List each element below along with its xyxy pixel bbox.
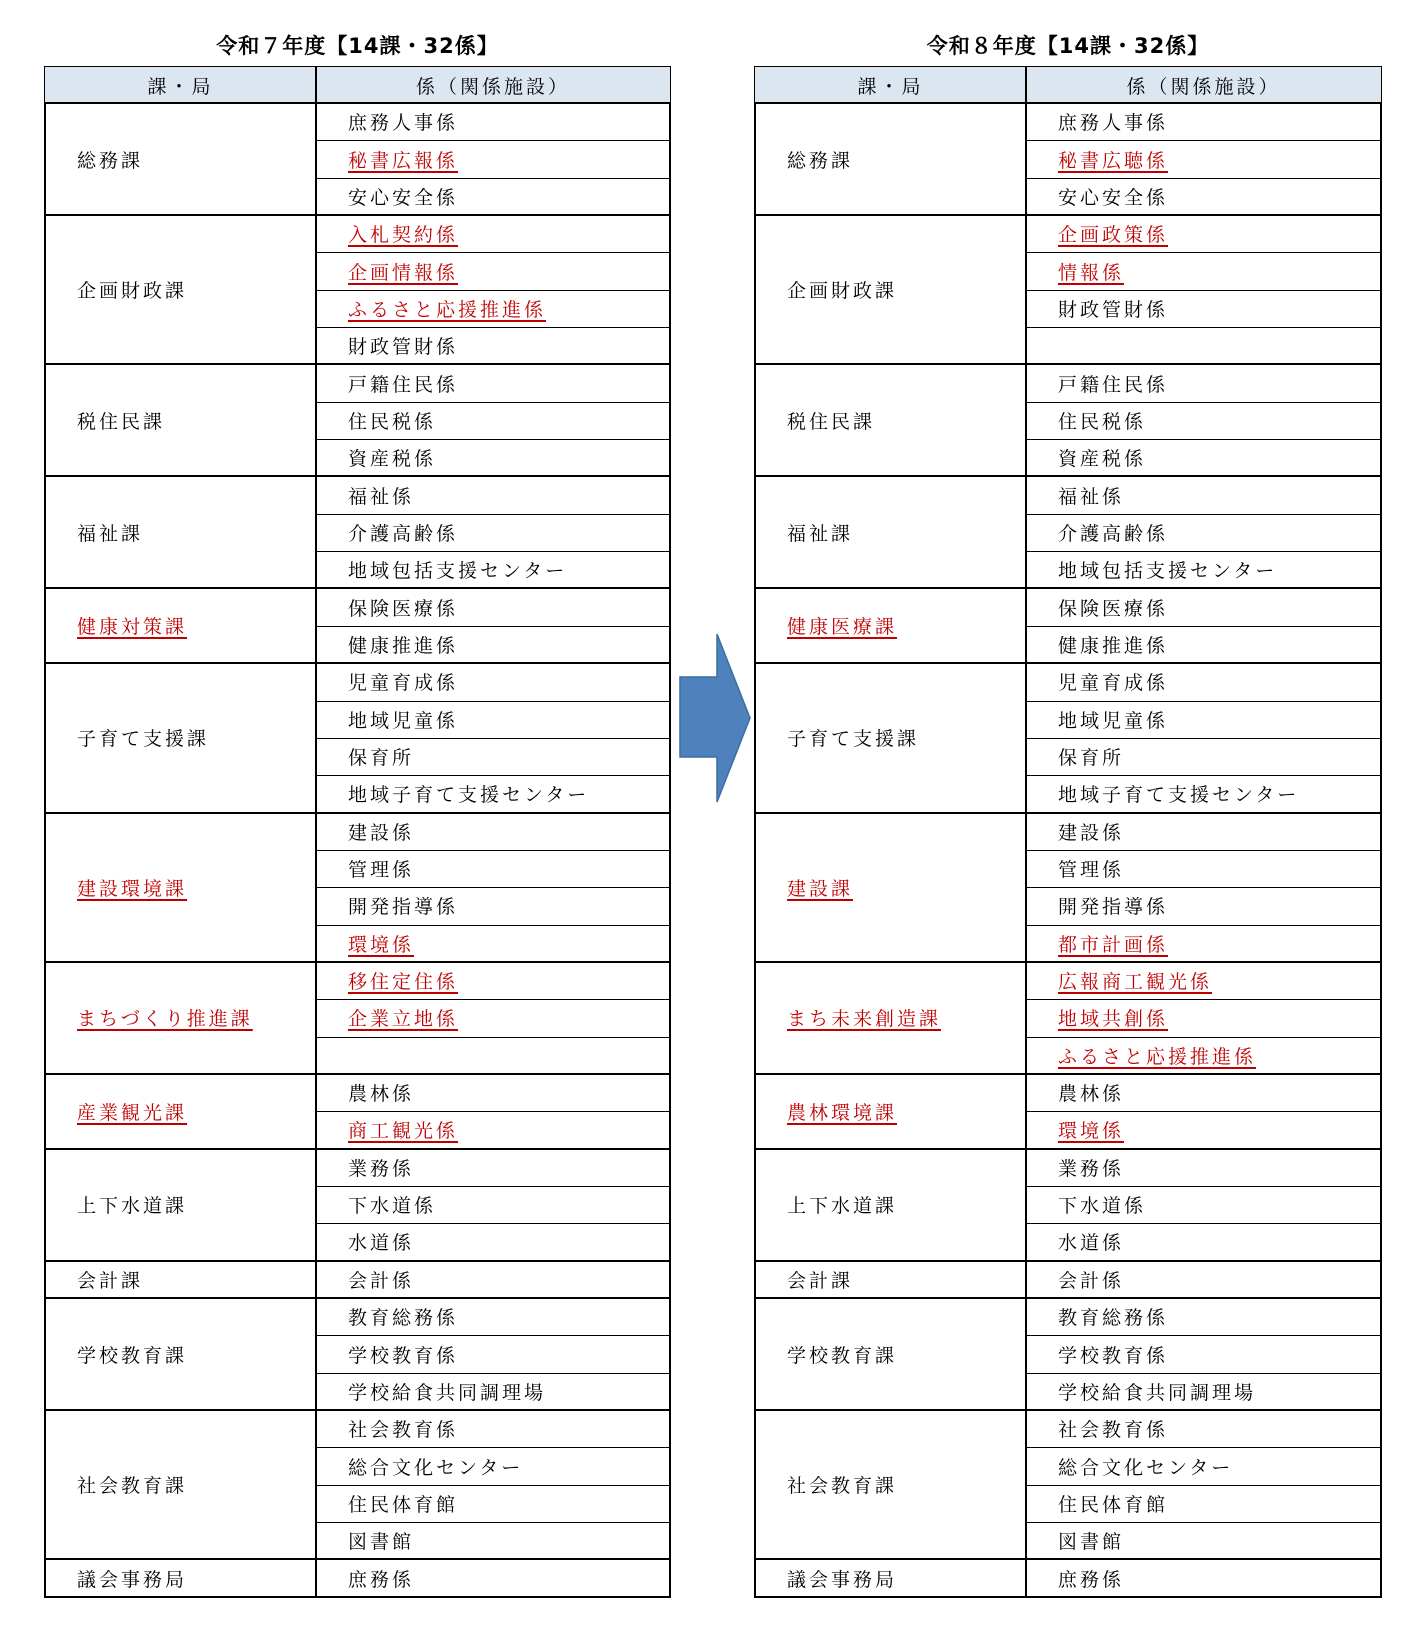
section-name: 地域子育て支援センター [348, 784, 590, 807]
section-name: 地域共創係 [1058, 1008, 1169, 1031]
department-name: 税住民課 [77, 410, 166, 433]
section-name: 住民税係 [1058, 410, 1147, 433]
header-department: 課・局 [147, 75, 214, 98]
section-row [1026, 178, 1381, 215]
department-cell [755, 1074, 1026, 1149]
section-row [1026, 476, 1381, 513]
table-title-current: 令和７年度【14課・32係】 [216, 34, 499, 58]
section-row [316, 1485, 670, 1522]
section-name: 保険医療係 [1058, 597, 1169, 620]
section-name: 児童育成係 [348, 672, 459, 695]
section-list [316, 1074, 670, 1149]
department-cell [755, 215, 1026, 364]
section-name: 業務係 [348, 1157, 415, 1180]
section-row [316, 364, 670, 401]
section-row [1026, 588, 1381, 625]
section-row [316, 1111, 670, 1148]
section-name: 介護高齢係 [1058, 522, 1169, 545]
section-row [316, 1447, 670, 1484]
section-name: 学校給食共同調理場 [1058, 1381, 1257, 1404]
section-list [316, 588, 670, 663]
section-name: 都市計画係 [1058, 933, 1169, 956]
section-name: 建設係 [348, 821, 415, 844]
section-list [316, 103, 670, 215]
department-cell [45, 813, 316, 962]
section-row [316, 1149, 670, 1186]
section-row [1026, 551, 1381, 588]
section-row [316, 1559, 670, 1596]
department-group [45, 1410, 670, 1559]
section-name: 住民税係 [348, 410, 437, 433]
department-group [755, 1261, 1381, 1298]
section-name: 環境係 [348, 933, 415, 956]
section-row [1026, 290, 1381, 327]
department-name: 税住民課 [787, 410, 876, 433]
section-row [316, 290, 670, 327]
section-name: 農林係 [348, 1083, 415, 1106]
section-row [1026, 252, 1381, 289]
department-group [45, 215, 670, 364]
table-title-next: 令和８年度【14課・32係】 [926, 34, 1210, 58]
department-cell [45, 1261, 316, 1298]
section-list [1026, 1074, 1381, 1149]
department-name: 会計課 [787, 1269, 854, 1292]
section-name: 図書館 [1058, 1531, 1125, 1554]
section-list [316, 962, 670, 1074]
section-list [1026, 588, 1381, 663]
section-list [1026, 1298, 1381, 1410]
department-name: 上下水道課 [77, 1195, 188, 1218]
section-row [1026, 850, 1381, 887]
section-name: 児童育成係 [1058, 672, 1169, 695]
department-cell [755, 813, 1026, 962]
department-cell [755, 1261, 1026, 1298]
section-name: 管理係 [1058, 859, 1125, 882]
department-name: 企画財政課 [77, 280, 188, 303]
department-group [45, 476, 670, 588]
section-name: 戸籍住民係 [1058, 373, 1169, 396]
section-row [1026, 1037, 1381, 1074]
section-row [316, 1522, 670, 1559]
section-name: 健康推進係 [348, 634, 459, 657]
department-group [45, 813, 670, 962]
section-name: 管理係 [348, 859, 415, 882]
section-row [316, 1074, 670, 1111]
department-name: 上下水道課 [787, 1195, 898, 1218]
section-name: 戸籍住民係 [348, 373, 459, 396]
section-name: 情報係 [1058, 261, 1125, 284]
section-row [316, 887, 670, 924]
section-name: 下水道係 [1058, 1195, 1147, 1218]
section-row [1026, 1074, 1381, 1111]
section-row [316, 962, 670, 999]
section-row [316, 663, 670, 700]
department-name: 企画財政課 [787, 280, 898, 303]
section-name: 広報商工観光係 [1058, 971, 1213, 994]
section-name: 資産税係 [1058, 448, 1147, 471]
section-row [316, 439, 670, 476]
section-name: 下水道係 [348, 1195, 437, 1218]
section-list [1026, 1261, 1381, 1298]
section-row [316, 327, 670, 364]
section-list [1026, 962, 1381, 1074]
section-row [1026, 1373, 1381, 1410]
department-cell [755, 476, 1026, 588]
department-name: 健康医療課 [787, 616, 898, 639]
section-name: 企業立地係 [348, 1008, 459, 1031]
section-name: 地域包括支援センター [348, 560, 568, 583]
section-name: 健康推進係 [1058, 634, 1169, 657]
department-name: 社会教育課 [787, 1475, 898, 1498]
department-name: 健康対策課 [77, 616, 188, 639]
section-name: 建設係 [1058, 821, 1125, 844]
department-name: 社会教育課 [77, 1475, 188, 1498]
section-row [1026, 514, 1381, 551]
department-name: 福祉課 [787, 522, 854, 545]
department-group [755, 476, 1381, 588]
section-list [316, 813, 670, 962]
department-name: 総務課 [787, 149, 854, 172]
organization-table-current [45, 67, 670, 1597]
section-name: 農林係 [1058, 1083, 1125, 1106]
section-name: ふるさと応援推進係 [348, 298, 547, 321]
section-row [1026, 962, 1381, 999]
section-row [316, 514, 670, 551]
department-name: 建設環境課 [77, 877, 188, 900]
section-list [1026, 663, 1381, 812]
section-row [316, 103, 670, 140]
section-row [316, 1298, 670, 1335]
department-cell [755, 364, 1026, 476]
department-name: 福祉課 [77, 522, 144, 545]
section-name: 水道係 [1058, 1232, 1125, 1255]
section-row [1026, 775, 1381, 812]
section-name: 福祉係 [348, 485, 415, 508]
section-row [1026, 1186, 1381, 1223]
section-row [316, 551, 670, 588]
department-cell [755, 103, 1026, 215]
section-row [1026, 1335, 1381, 1372]
section-row [1026, 364, 1381, 401]
right-arrow-icon [675, 630, 755, 806]
section-name: 秘書広報係 [348, 149, 459, 172]
department-group [755, 215, 1381, 364]
section-row [316, 476, 670, 513]
section-name: 学校給食共同調理場 [348, 1381, 547, 1404]
section-name: 図書館 [348, 1531, 415, 1554]
section-list [1026, 1559, 1381, 1596]
section-row [1026, 439, 1381, 476]
department-group [755, 813, 1381, 962]
header-section: 係（関係施設） [415, 75, 570, 98]
department-name: 子育て支援課 [77, 728, 210, 751]
section-name: 入札契約係 [348, 224, 459, 247]
department-group [45, 1149, 670, 1261]
department-group [755, 1074, 1381, 1149]
table-header [755, 67, 1381, 103]
department-group [45, 103, 670, 215]
section-name: 総合文化センター [1058, 1456, 1234, 1479]
section-row [1026, 402, 1381, 439]
department-group [755, 1410, 1381, 1559]
section-name: 庶務係 [348, 1568, 415, 1591]
department-group [45, 364, 670, 476]
section-name: 地域児童係 [1058, 709, 1169, 732]
section-list [1026, 364, 1381, 476]
section-name: 地域児童係 [348, 709, 459, 732]
section-row [1026, 215, 1381, 252]
department-cell [45, 1410, 316, 1559]
section-list [316, 215, 670, 364]
department-cell [755, 1559, 1026, 1596]
section-row [316, 1410, 670, 1447]
section-row [316, 252, 670, 289]
section-list [316, 1298, 670, 1410]
section-name: 安心安全係 [1058, 186, 1169, 209]
section-name: 地域子育て支援センター [1058, 784, 1300, 807]
section-name: 社会教育係 [348, 1419, 459, 1442]
section-list [1026, 1149, 1381, 1261]
column-divider [1025, 67, 1027, 1597]
section-row [316, 701, 670, 738]
section-name: 庶務人事係 [348, 112, 459, 135]
section-name: 社会教育係 [1058, 1419, 1169, 1442]
department-cell [45, 663, 316, 812]
section-name: 教育総務係 [1058, 1307, 1169, 1330]
section-list [316, 1410, 670, 1559]
section-name: 移住定住係 [348, 971, 459, 994]
section-row [1026, 1298, 1381, 1335]
department-cell [755, 1149, 1026, 1261]
department-name: 学校教育課 [77, 1344, 188, 1367]
section-name: 秘書広聴係 [1058, 149, 1169, 172]
section-row [316, 999, 670, 1036]
department-cell [755, 588, 1026, 663]
section-list [1026, 813, 1381, 962]
section-row [316, 588, 670, 625]
section-name: 総合文化センター [348, 1456, 524, 1479]
section-name: 庶務係 [1058, 1568, 1125, 1591]
section-row [1026, 738, 1381, 775]
section-row [316, 1223, 670, 1260]
section-row [1026, 327, 1381, 364]
department-name: 農林環境課 [787, 1101, 898, 1124]
department-name: 議会事務局 [77, 1568, 188, 1591]
section-row [1026, 925, 1381, 962]
section-name: 資産税係 [348, 448, 437, 471]
section-row [1026, 1261, 1381, 1298]
section-name: 財政管財係 [348, 336, 459, 359]
section-list [316, 364, 670, 476]
department-group [755, 364, 1381, 476]
department-group [755, 663, 1381, 812]
section-row [316, 925, 670, 962]
section-row [1026, 1485, 1381, 1522]
section-name: 業務係 [1058, 1157, 1125, 1180]
section-list [1026, 1410, 1381, 1559]
department-group [755, 588, 1381, 663]
department-name: 総務課 [77, 149, 144, 172]
section-name: 住民体育館 [1058, 1493, 1169, 1516]
section-list [1026, 476, 1381, 588]
section-row [316, 850, 670, 887]
section-row [316, 1186, 670, 1223]
department-name: まちづくり推進課 [77, 1008, 253, 1031]
section-row [1026, 103, 1381, 140]
section-row [1026, 1223, 1381, 1260]
department-cell [45, 1149, 316, 1261]
section-row [316, 1261, 670, 1298]
section-row [316, 626, 670, 663]
department-group [45, 962, 670, 1074]
section-list [1026, 103, 1381, 215]
section-row [316, 813, 670, 850]
department-group [45, 1559, 670, 1596]
section-name: 企画政策係 [1058, 224, 1169, 247]
section-name: 保育所 [348, 747, 415, 770]
section-name: 会計係 [1058, 1269, 1125, 1292]
section-name: 保険医療係 [348, 597, 459, 620]
section-row [1026, 1111, 1381, 1148]
section-list [316, 1149, 670, 1261]
department-name: 会計課 [77, 1269, 144, 1292]
section-name: 安心安全係 [348, 186, 459, 209]
department-group [755, 962, 1381, 1074]
department-cell [45, 962, 316, 1074]
section-name: 会計係 [348, 1269, 415, 1292]
section-row [1026, 1410, 1381, 1447]
table-body [45, 103, 670, 1597]
section-row [1026, 887, 1381, 924]
section-row [316, 140, 670, 177]
department-group [45, 1261, 670, 1298]
table-header [45, 67, 670, 103]
section-list [316, 476, 670, 588]
section-list [316, 663, 670, 812]
department-group [755, 1559, 1381, 1596]
section-name: 庶務人事係 [1058, 112, 1169, 135]
section-row [316, 1373, 670, 1410]
section-name: 開発指導係 [1058, 896, 1169, 919]
section-name: 地域包括支援センター [1058, 560, 1278, 583]
department-group [45, 663, 670, 812]
section-row [316, 178, 670, 215]
department-name: 子育て支援課 [787, 728, 920, 751]
department-cell [755, 1410, 1026, 1559]
section-row [316, 775, 670, 812]
department-cell [755, 663, 1026, 812]
department-group [755, 1149, 1381, 1261]
department-group [755, 103, 1381, 215]
section-name: 財政管財係 [1058, 298, 1169, 321]
section-row [1026, 1522, 1381, 1559]
department-name: まち未来創造課 [787, 1008, 942, 1031]
department-cell [45, 1074, 316, 1149]
department-cell [45, 476, 316, 588]
department-name: 学校教育課 [787, 1344, 898, 1367]
department-group [45, 1074, 670, 1149]
section-row [1026, 999, 1381, 1036]
section-list [1026, 215, 1381, 364]
department-name: 建設課 [787, 877, 854, 900]
department-name: 産業観光課 [77, 1101, 188, 1124]
section-row [1026, 140, 1381, 177]
organization-table-next [755, 67, 1381, 1597]
section-name: ふるさと応援推進係 [1058, 1045, 1257, 1068]
section-row [316, 1335, 670, 1372]
department-cell [45, 1559, 316, 1596]
section-name: 開発指導係 [348, 896, 459, 919]
department-cell [45, 215, 316, 364]
section-list [316, 1261, 670, 1298]
section-row [1026, 1447, 1381, 1484]
section-list [316, 1559, 670, 1596]
section-row [1026, 626, 1381, 663]
section-row [316, 1037, 670, 1074]
section-name: 保育所 [1058, 747, 1125, 770]
department-cell [755, 1298, 1026, 1410]
column-divider [315, 67, 317, 1597]
section-name: 介護高齢係 [348, 522, 459, 545]
section-name: 環境係 [1058, 1120, 1125, 1143]
section-row [316, 215, 670, 252]
header-section: 係（関係施設） [1126, 75, 1281, 98]
department-group [45, 588, 670, 663]
section-name: 商工観光係 [348, 1120, 459, 1143]
header-department: 課・局 [857, 75, 924, 98]
section-row [316, 402, 670, 439]
section-row [1026, 1149, 1381, 1186]
department-cell [45, 103, 316, 215]
section-row [1026, 701, 1381, 738]
department-group [45, 1298, 670, 1410]
department-name: 議会事務局 [787, 1568, 898, 1591]
section-name: 学校教育係 [1058, 1344, 1169, 1367]
section-row [1026, 813, 1381, 850]
department-cell [45, 1298, 316, 1410]
section-row [1026, 1559, 1381, 1596]
section-name: 福祉係 [1058, 485, 1125, 508]
section-name: 教育総務係 [348, 1307, 459, 1330]
department-cell [45, 364, 316, 476]
section-name: 水道係 [348, 1232, 415, 1255]
department-cell [45, 588, 316, 663]
department-cell [755, 962, 1026, 1074]
section-name: 住民体育館 [348, 1493, 459, 1516]
section-row [316, 738, 670, 775]
table-body [755, 103, 1381, 1597]
department-group [755, 1298, 1381, 1410]
section-row [1026, 663, 1381, 700]
section-name: 企画情報係 [348, 261, 459, 284]
section-name: 学校教育係 [348, 1344, 459, 1367]
